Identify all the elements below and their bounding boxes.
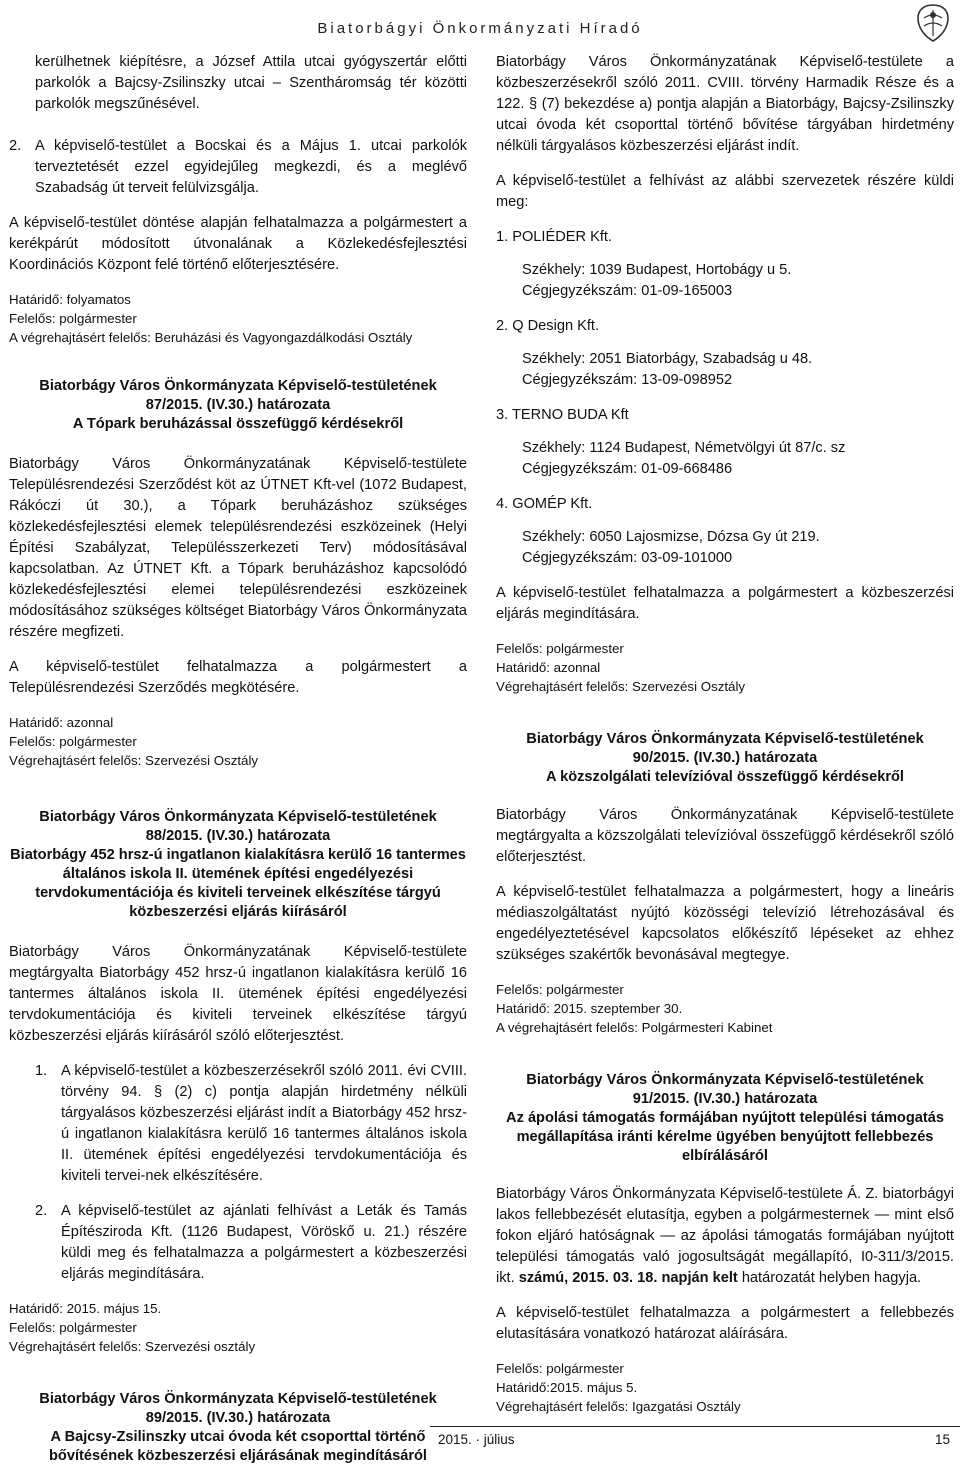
paragraph: kerülhetnek kiépítésre, a József Attila utcai gyógyszertár előtti parkolók a Bajcsy-Zsilinszky utcai – Szentháromság tér közötti parkolók megszűnésével. (35, 54, 467, 112)
executor: Végrehajtásért felelős: Szervezési osztály (9, 1339, 256, 1354)
resolution-subject: Biatorbágy 452 hrsz-ú ingatlanon kialakításra kerülő 16 tantermes általános iskola II. ütemének építési engedélyezési tervdokumentációja és kiviteli terveinek elkészítése tárgyú közbeszerzési eljárás kiírásáról (10, 847, 466, 920)
resolution-subject: A Tópark beruházással összefüggő kérdésekről (72, 416, 404, 432)
company-registration: Cégjegyzékszám: 03-09-101000 (522, 550, 733, 566)
list-text: A képviselő-testület az ajánlati felhívást a Leták és Tamás Építésziroda Kft. (1126 Budapest, Vöröskő u. 21.) részére küldi meg és felhatalmazza a polgármestert a közbeszerzési eljárás megindítására. (61, 1203, 467, 1282)
company-name: 3. TERNO BUDA Kft (496, 407, 629, 423)
resolution-heading: Biatorbágy Város Önkormányzata Képviselő-testületének (39, 1391, 437, 1407)
deadline: Határidő: azonnal (496, 660, 601, 675)
resolution-heading: Biatorbágy Város Önkormányzata Képviselő-testületének (526, 1072, 924, 1088)
left-column (9, 52, 467, 1466)
company-name: 2. Q Design Kft. (496, 318, 600, 334)
paragraph: Biatorbágy Város Önkormányzatának Képviselő-testülete megtárgyalta a közszolgálati televízióval összefüggő kérdésekről szóló előterjesztést. (496, 807, 954, 865)
deadline: Határidő:2015. május 5. (496, 1380, 638, 1395)
page-footer (0, 1426, 960, 1454)
company-entry (496, 494, 954, 569)
resolution-number: 90/2015. (IV.30.) határozata (632, 750, 818, 766)
list-number: 2. (9, 138, 22, 154)
company-seat: Székhely: 2051 Biatorbágy, Szabadság u 48. (522, 351, 813, 367)
list-item (9, 136, 467, 199)
deadline: Határidő: folyamatos (9, 292, 131, 307)
resolution-subject: Az ápolási támogatás formájában nyújtott települési támogatás megállapítása iránti kérelme ügyében benyújtott fellebbezés elbírálásáról (506, 1110, 944, 1164)
paragraph-text: határozatát helyben hagyja. (741, 1270, 922, 1286)
paragraph: A képviselő-testület felhatalmazza a polgármestert a Településrendezési Szerződés megkötésére. (9, 659, 467, 696)
responsible: Felelős: polgármester (496, 1361, 624, 1376)
deadline: Határidő: azonnal (9, 715, 114, 730)
paragraph: A képviselő-testület felhatalmazza a polgármestert, hogy a lineáris médiaszolgáltatást nyújtó közösségi televízió létrehozásával és engedélyeztetésével kapcsolatos előkészítő lépéseket az ehhez szükséges szakértők bevonásával megtegye. (496, 884, 954, 963)
list-number: 2. (35, 1203, 48, 1219)
list-text: A képviselő-testület a közbeszerzésekről szóló 2011. évi CVIII. törvény 94. § (2) c) pontja alapján hirdetmény nélküli tárgyalásos közbeszerzési eljárást indít a Biatorbágy 452 hrsz-ú ingatlanon kialakításra kerülő 16 tantermes általános iskola II. ütemének építési engedélyezési tervdokumentációja és kiviteli tervei-nek elkészítésére. (61, 1063, 467, 1184)
responsibility-block (496, 1359, 954, 1416)
paragraph: A képviselő-testület a felhívást az alábbi szervezetek részére küldi meg: (496, 173, 954, 210)
responsibility-block (9, 1299, 467, 1356)
list-item (9, 1201, 467, 1285)
footer-rule (430, 1426, 960, 1427)
responsible: Felelős: polgármester (9, 734, 137, 749)
executor: Végrehajtásért felelős: Igazgatási Osztály (496, 1399, 741, 1414)
company-entry (496, 405, 954, 480)
right-column (496, 52, 954, 1416)
paragraph: A képviselő-testület döntése alapján felhatalmazza a polgármestert a kerékpárút módosított útvonalának a Közlekedésfejlesztési Koordinációs Központ felé történő előterjesztésére. (9, 215, 467, 273)
responsible: Felelős: polgármester (9, 1320, 137, 1335)
executor: A végrehajtásért felelős: Beruházási és Vagyongazdálkodási Osztály (9, 330, 413, 345)
paragraph: Biatorbágy Város Önkormányzatának Képviselő-testülete Településrendezési Szerződést köt az ÚTNET Kft-vel (1072 Budapest, Rákóczi út 30.), a Tópark beruházáshoz szükséges közlekedésfejlesztési elemek településrendezési eszközeinek (Helyi Építési Szabályzat, Településszerkezeti Terv) módosításával kapcsolatban. Az ÚTNET Kft. a Tópark beruházáshoz kapcsolódó közlekedésfejlesztési elemei településrendezési eszközeinek módosításához szükséges költséget Biatorbágy Város Önkormányzata részére megfizeti. (9, 456, 467, 640)
resolution-heading: Biatorbágy Város Önkormányzata Képviselő-testületének (526, 731, 924, 747)
resolution-subject: A Bajcsy-Zsilinszky utcai óvoda két csoporttal történő bővítésének közbeszerzési eljárásának megindításáról (49, 1429, 427, 1464)
company-seat: Székhely: 1039 Budapest, Hortobágy u 5. (522, 262, 792, 278)
company-entry (496, 227, 954, 302)
company-registration: Cégjegyzékszám: 01-09-165003 (522, 283, 733, 299)
responsibility-block (496, 980, 954, 1037)
responsible: Felelős: polgármester (496, 982, 624, 997)
resolution-subject: A közszolgálati televízióval összefüggő kérdésekről (546, 769, 904, 785)
company-registration: Cégjegyzékszám: 13-09-098952 (522, 372, 733, 388)
executor: Végrehajtásért felelős: Szervezési Osztály (9, 753, 259, 768)
responsible: Felelős: polgármester (9, 311, 137, 326)
paragraph (496, 1184, 954, 1289)
executor: A végrehajtásért felelős: Polgármesteri Kabinet (496, 1020, 773, 1035)
paragraph: Biatorbágy Város Önkormányzatának Képviselő-testülete a közbeszerzésekről szóló 2011. CVIII. törvény Harmadik Része és a 122. § (7) bekezdése a) pontja alapján a Biatorbágy, Bajcsy-Zsilinszky utcai óvoda két csoporttal történő bővítése tárgyában hirdetmény nélküli tárgyalásos közbeszerzési eljárást indít. (496, 54, 954, 154)
resolution-number: 89/2015. (IV.30.) határozata (145, 1410, 331, 1426)
page-number: 15 (934, 1432, 950, 1447)
company-entry (496, 316, 954, 391)
paragraph: Biatorbágy Város Önkormányzatának Képviselő-testülete megtárgyalta Biatorbágy 452 hrsz-ú ingatlanon kialakításra kerülő 16 tantermes általános iskola II. ütemének építési engedélyezési tervdokumentációja és kiviteli terveinek elkészítése tárgyú közbeszerzési eljárás kiírásáról szóló előterjesztést. (9, 944, 467, 1044)
crest-icon (912, 2, 954, 44)
responsibility-block (496, 639, 954, 696)
resolution-number: 88/2015. (IV.30.) határozata (145, 828, 331, 844)
paragraph: A képviselő-testület felhatalmazza a polgármestert a közbeszerzési eljárás megindítására. (496, 585, 954, 622)
deadline: Határidő: 2015. május 15. (9, 1301, 162, 1316)
list-item (9, 1061, 467, 1187)
paragraph-text: Biatorbágy Város Önkormányzata Képviselő-testülete Á. Z. biatorbágyi lakos fellebbezését elutasítja, egyben a polgármesternek — mint első fokon eljáró hatóságnak — az ápolási támogatás formájában nyújtott települési támogatás való jogosultságát megállapító, I0-311/3/2015. ikt. (496, 1186, 954, 1286)
deadline: Határidő: 2015. szeptember 30. (496, 1001, 683, 1016)
responsibility-block (9, 290, 467, 347)
executor: Végrehajtásért felelős: Szervezési Osztály (496, 679, 746, 694)
decision-reference: számú, 2015. 03. 18. napján kelt (518, 1270, 738, 1286)
paragraph: A képviselő-testület felhatalmazza a polgármestert a fellebbezés elutasítására vonatkozó határozat aláírására. (496, 1305, 954, 1342)
company-seat: Székhely: 1124 Budapest, Németvölgyi út 87/c. sz (522, 440, 846, 456)
list-number: 1. (35, 1063, 48, 1079)
issue-date: 2015. · július (438, 1432, 515, 1447)
resolution-heading: Biatorbágy Város Önkormányzata Képviselő-testületének (39, 809, 437, 825)
publication-title: Biatorbágyi Önkormányzati Híradó (317, 20, 643, 37)
company-name: 4. GOMÉP Kft. (496, 496, 593, 512)
company-name: 1. POLIÉDER Kft. (496, 229, 612, 245)
resolution-heading: Biatorbágy Város Önkormányzata Képviselő-testületének (39, 378, 437, 394)
list-text: A képviselő-testület a Bocskai és a Május 1. utcai parkolók terveztetését ezzel egyidejűleg megkezdi, és a meglévő Szabadság út terveit felülvizsgálja. (35, 138, 467, 196)
resolution-number: 91/2015. (IV.30.) határozata (632, 1091, 818, 1107)
page-header (0, 0, 960, 48)
resolution-number: 87/2015. (IV.30.) határozata (145, 397, 331, 413)
company-seat: Székhely: 6050 Lajosmizse, Dózsa Gy út 219. (522, 529, 820, 545)
company-registration: Cégjegyzékszám: 01-09-668486 (522, 461, 733, 477)
responsible: Felelős: polgármester (496, 641, 624, 656)
responsibility-block (9, 713, 467, 770)
